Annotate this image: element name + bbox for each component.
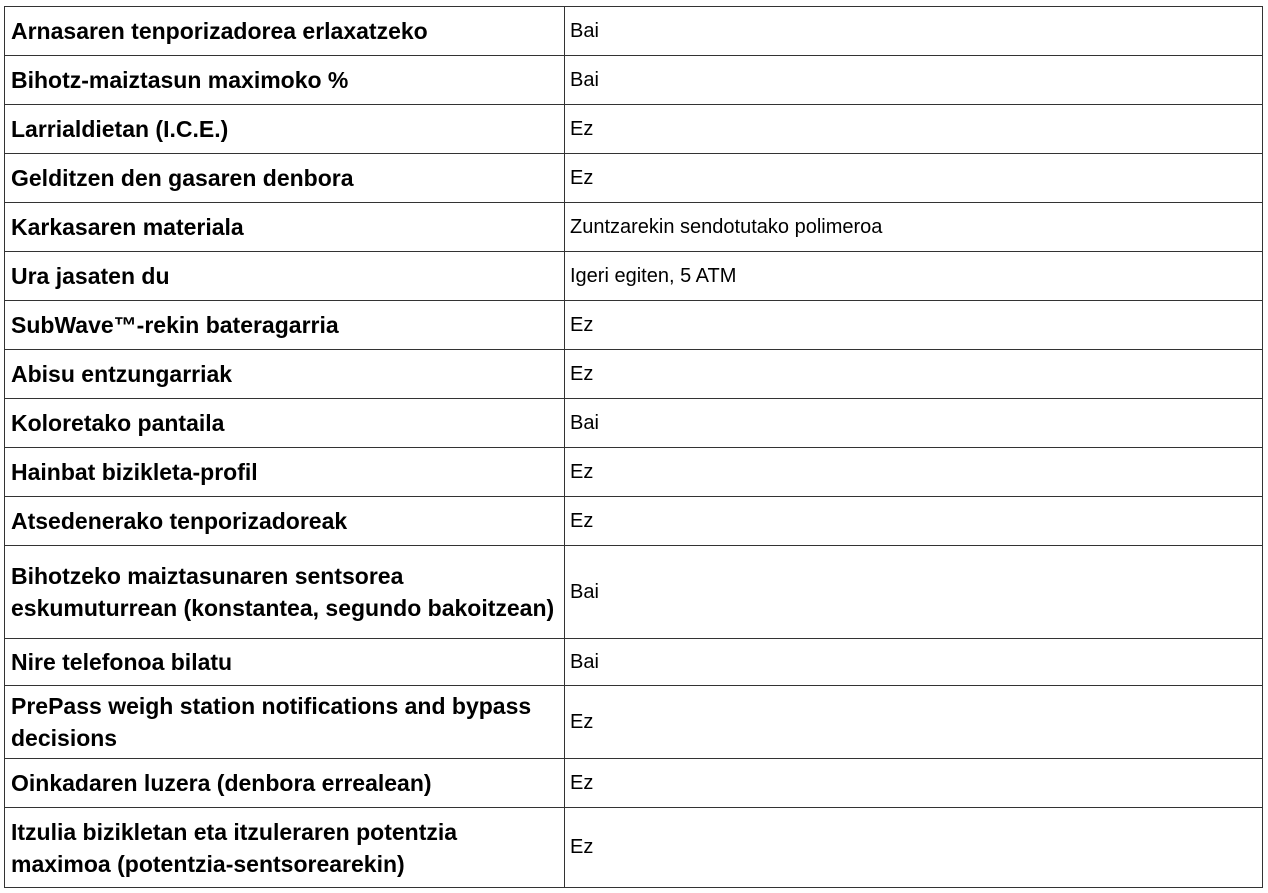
- spec-value: Ez: [565, 808, 1263, 888]
- spec-value: Ez: [565, 686, 1263, 759]
- spec-label: SubWave™-rekin bateragarria: [5, 301, 565, 350]
- table-row: [5, 759, 1263, 808]
- spec-label: Itzulia bizikletan eta itzuleraren potentzia maximoa (potentzia-sentsorearekin): [5, 808, 565, 888]
- spec-value: Ez: [565, 154, 1263, 203]
- spec-label: Abisu entzungarriak: [5, 350, 565, 399]
- spec-value: Bai: [565, 7, 1263, 56]
- spec-label: Nire telefonoa bilatu: [5, 639, 565, 686]
- table-row: [5, 301, 1263, 350]
- spec-value: Zuntzarekin sendotutako polimeroa: [565, 203, 1263, 252]
- spec-value: Ez: [565, 301, 1263, 350]
- spec-label: Bihotzeko maiztasunaren sentsorea eskumuturrean (konstantea, segundo bakoitzean): [5, 546, 565, 639]
- spec-label: Koloretako pantaila: [5, 399, 565, 448]
- spec-label: Karkasaren materiala: [5, 203, 565, 252]
- spec-value: Igeri egiten, 5 ATM: [565, 252, 1263, 301]
- spec-value: Ez: [565, 350, 1263, 399]
- spec-value: Bai: [565, 639, 1263, 686]
- spec-label: Gelditzen den gasaren denbora: [5, 154, 565, 203]
- spec-value: Ez: [565, 105, 1263, 154]
- table-row: [5, 56, 1263, 105]
- table-row: [5, 399, 1263, 448]
- spec-label: PrePass weigh station notifications and bypass decisions: [5, 686, 565, 759]
- table-row: [5, 105, 1263, 154]
- spec-label: Larrialdietan (I.C.E.): [5, 105, 565, 154]
- spec-label: Arnasaren tenporizadorea erlaxatzeko: [5, 7, 565, 56]
- table-row: [5, 808, 1263, 888]
- spec-value: Bai: [565, 56, 1263, 105]
- spec-value: Ez: [565, 759, 1263, 808]
- table-row: [5, 154, 1263, 203]
- table-row: [5, 686, 1263, 759]
- table-row: [5, 203, 1263, 252]
- specs-table: [4, 6, 1263, 888]
- table-row: [5, 546, 1263, 639]
- table-row: [5, 350, 1263, 399]
- table-row: [5, 252, 1263, 301]
- spec-label: Hainbat bizikleta-profil: [5, 448, 565, 497]
- spec-label: Ura jasaten du: [5, 252, 565, 301]
- spec-value: Ez: [565, 448, 1263, 497]
- table-row: [5, 448, 1263, 497]
- spec-value: Bai: [565, 399, 1263, 448]
- spec-value: Ez: [565, 497, 1263, 546]
- spec-value: Bai: [565, 546, 1263, 639]
- spec-label: Bihotz-maiztasun maximoko %: [5, 56, 565, 105]
- table-row: [5, 639, 1263, 686]
- spec-label: Atsedenerako tenporizadoreak: [5, 497, 565, 546]
- table-row: [5, 497, 1263, 546]
- spec-label: Oinkadaren luzera (denbora errealean): [5, 759, 565, 808]
- table-row: [5, 7, 1263, 56]
